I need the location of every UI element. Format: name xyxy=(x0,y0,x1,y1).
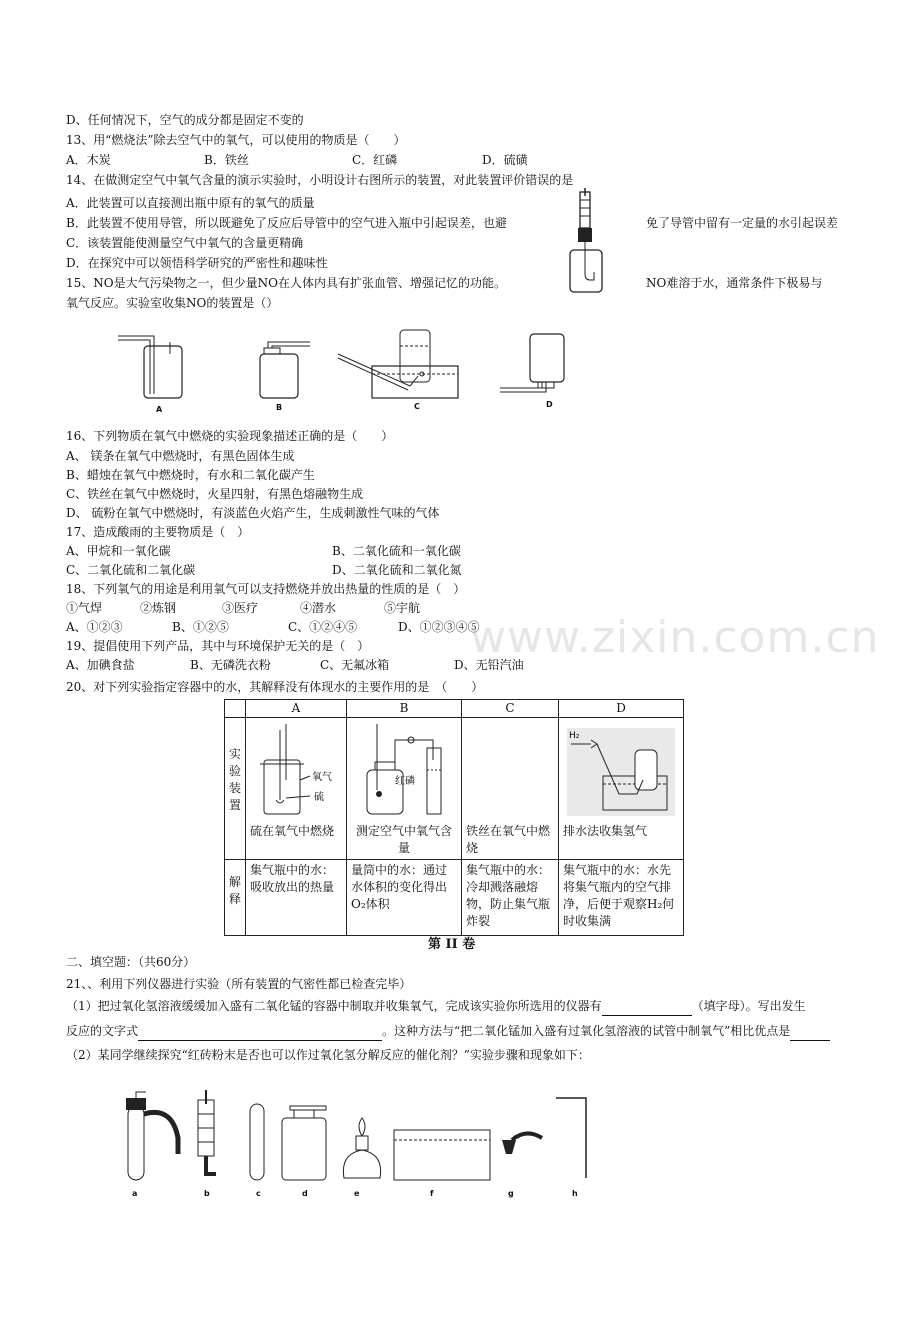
q15-label-c: C xyxy=(414,402,420,411)
q15-label-b: B xyxy=(276,403,283,412)
label-phosphorus: 红磷 xyxy=(395,776,416,787)
answer-blank-instruments[interactable] xyxy=(602,997,692,1016)
explanation-c: 集气瓶中的水：冷却溅落融熔物，防止集气瓶炸裂 xyxy=(462,860,559,936)
label-h2: H₂ xyxy=(569,731,580,741)
q18-item-4: ④潜水 xyxy=(300,601,337,615)
q21-instruments-figure xyxy=(116,1090,596,1186)
answer-blank-advantage[interactable] xyxy=(790,1022,830,1041)
q16-option-a: A、 镁条在氧气中燃烧时，有黑色固体生成 xyxy=(66,449,295,463)
watermark: www.zixin.com.cn xyxy=(470,612,880,663)
caption-d: 排水法收集氢气 xyxy=(563,824,648,838)
q12-option-d: D、任何情况下，空气的成分都是固定不变的 xyxy=(66,113,304,127)
q18-item-1: ①气焊 xyxy=(66,601,103,615)
instrument-c xyxy=(250,1104,264,1180)
cell-d xyxy=(559,718,684,860)
q17-option-c: C、二氧化硫和二氧化碳 xyxy=(66,563,196,577)
label-b: b xyxy=(204,1189,210,1198)
q14-option-a: A．此装置可以直接测出瓶中原有的氧气的质量 xyxy=(66,196,315,210)
q17-option-b: B、二氧化硫和一氧化碳 xyxy=(332,544,461,558)
q15-bottle-d xyxy=(500,334,564,392)
explanation-d: 集气瓶中的水：水先将集气瓶内的空气排净，后便于观察H₂何时收集满 xyxy=(559,860,684,936)
q15-stem: 15、NO是大气污染物之一，但少量NO在人体内具有扩张血管、增强记忆的功能。 xyxy=(66,276,506,290)
explanation-a: 集气瓶中的水：吸收放出的热量 xyxy=(246,860,347,936)
q20-table xyxy=(224,699,684,936)
q18-item-3: ③医疗 xyxy=(222,601,259,615)
table-header-a: A xyxy=(246,700,347,718)
label-g: g xyxy=(508,1189,514,1198)
q13-option-d: D．硫磺 xyxy=(482,153,528,167)
q19-option-a: A、加碘食盐 xyxy=(66,658,135,672)
q18-option-c: C、①②④⑤ xyxy=(288,620,358,634)
q18-option-b: B、①②⑤ xyxy=(172,620,229,634)
q19-option-d: D、无铅汽油 xyxy=(454,658,524,672)
q19-option-b: B、无磷洗衣粉 xyxy=(190,658,271,672)
q14-option-b: B．此装置不使用导管，所以既避免了反应后导管中的空气进入瓶中引起误差，也避 xyxy=(66,216,507,230)
row-label-explanation: 解 释 xyxy=(225,860,246,936)
label-h: h xyxy=(572,1189,578,1198)
q21-part1-line2 xyxy=(66,1022,830,1041)
q18-option-d: D、①②③④⑤ xyxy=(398,620,480,634)
q15-stem-2: 氧气反应。实验室收集NO的装置是（） xyxy=(66,296,279,310)
instrument-h xyxy=(556,1098,586,1178)
q21-part2: （2）某同学继续探究“红砖粉末是否也可以作过氧化氢分解反应的催化剂？”实验步骤和现象如下： xyxy=(66,1048,590,1062)
q21-part1-c: 反应的文字式 xyxy=(66,1024,139,1038)
label-oxygen: 氧气 xyxy=(312,772,333,783)
q21-stem: 21、、利用下列仪器进行实验（所有装置的气密性都已检查完毕） xyxy=(66,977,412,991)
q15-bottle-a xyxy=(118,336,182,398)
q19-option-c: C、无氟冰箱 xyxy=(320,658,390,672)
explanation-b: 量筒中的水：通过水体积的变化得出O₂体积 xyxy=(347,860,462,936)
q21-part1 xyxy=(66,997,806,1016)
part2-heading: 二、填空题：（共60分） xyxy=(66,955,196,969)
q18-item-5: ⑤宇航 xyxy=(384,601,421,615)
label-e: e xyxy=(354,1189,360,1198)
q13-stem: 13、用“燃烧法”除去空气中的氧气，可以使用的物质是（ ） xyxy=(66,133,406,147)
q14-apparatus-figure xyxy=(560,188,620,296)
cell-a xyxy=(246,718,347,860)
q13-option-a: A．木炭 xyxy=(66,153,111,167)
q17-option-a: A、甲烷和一氧化碳 xyxy=(66,544,171,558)
sulfur-apparatus-figure xyxy=(250,720,342,818)
label-a: a xyxy=(132,1189,138,1198)
q15-stem-cont: NO难溶于水，通常条件下极易与 xyxy=(646,276,823,290)
hydrogen-collection-figure xyxy=(563,720,679,818)
q14-stem: 14、在做测定空气中氧气含量的演示实验时，小明设计右图所示的装置，对此装置评价错误的是 xyxy=(66,173,574,187)
q21-part1-a: （1）把过氧化氢溶液缓缓加入盛有二氧化锰的容器中制取并收集氧气，完成该实验你所选用的仪器有 xyxy=(66,999,602,1013)
q13-option-b: B．铁丝 xyxy=(204,153,249,167)
label-f: f xyxy=(430,1189,434,1198)
q20-stem: 20、对下列实验指定容器中的水，其解释没有体现水的主要作用的是 （ ） xyxy=(66,680,484,694)
q15-bottle-b xyxy=(260,342,310,398)
instrument-d xyxy=(282,1106,326,1180)
q18-stem: 18、下列氧气的用途是利用氧气可以支持燃烧并放出热量的性质的是（ ） xyxy=(66,582,466,596)
phosphorus-apparatus-figure xyxy=(351,720,457,818)
instrument-a xyxy=(126,1092,178,1180)
caption-c: 铁丝在氧气中燃烧 xyxy=(466,824,551,855)
section-title: 第 II 卷 xyxy=(428,937,476,952)
cell-c xyxy=(462,718,559,860)
q18-option-a: A、①②③ xyxy=(66,620,123,634)
table-header-d: D xyxy=(559,700,684,718)
q15-apparatus-figures xyxy=(110,326,580,416)
q21-part1-b: （填字母）。写出发生 xyxy=(691,999,806,1013)
q17-stem: 17、造成酸雨的主要物质是（ ） xyxy=(66,525,250,539)
answer-blank-equation[interactable] xyxy=(138,1022,382,1041)
label-sulfur: 硫 xyxy=(314,792,325,803)
q16-option-b: B、蜡烛在氧气中燃烧时，有水和二氧化碳产生 xyxy=(66,468,315,482)
q18-item-2: ②炼钢 xyxy=(140,601,177,615)
q13-option-c: C．红磷 xyxy=(352,153,398,167)
q17-option-d: D、二氧化硫和二氧化氮 xyxy=(332,563,462,577)
table-header-b: B xyxy=(347,700,462,718)
label-d: d xyxy=(302,1189,308,1198)
q15-trough-c xyxy=(338,330,458,398)
q16-option-d: D、 硫粉在氧气中燃烧时，有淡蓝色火焰产生，生成刺激性气味的气体 xyxy=(66,506,440,520)
q14-option-b-cont: 免了导管中留有一定量的水引起误差 xyxy=(646,216,839,230)
table-header-c: C xyxy=(462,700,559,718)
q16-option-c: C、铁丝在氧气中燃烧时，火星四射，有黑色熔融物生成 xyxy=(66,487,364,501)
instrument-g xyxy=(502,1133,542,1154)
instrument-e xyxy=(343,1118,380,1178)
q14-option-c: C．该装置能使测量空气中氧气的含量更精确 xyxy=(66,236,304,250)
row-label-apparatus: 实 验 装 置 xyxy=(225,718,246,860)
q15-label-d: D xyxy=(546,400,553,409)
q21-part1-d: 。这种方法与“把二氧化锰加入盛有过氧化氢溶液的试管中制氧气”相比优点是 xyxy=(382,1024,791,1038)
q14-option-d: D．在探究中可以领悟科学研究的严密性和趣味性 xyxy=(66,256,328,270)
instrument-b xyxy=(198,1090,216,1174)
caption-b: 测定空气中氧气含量 xyxy=(356,824,453,855)
cell-b xyxy=(347,718,462,860)
instrument-f xyxy=(394,1130,490,1180)
caption-a: 硫在氧气中燃烧 xyxy=(250,824,335,838)
q15-label-a: A xyxy=(156,405,163,414)
q19-stem: 19、提倡使用下列产品，其中与环境保护无关的是（ ） xyxy=(66,639,370,653)
q16-stem: 16、下列物质在氧气中燃烧的实验现象描述正确的是（ ） xyxy=(66,429,394,443)
label-c: c xyxy=(256,1189,261,1198)
